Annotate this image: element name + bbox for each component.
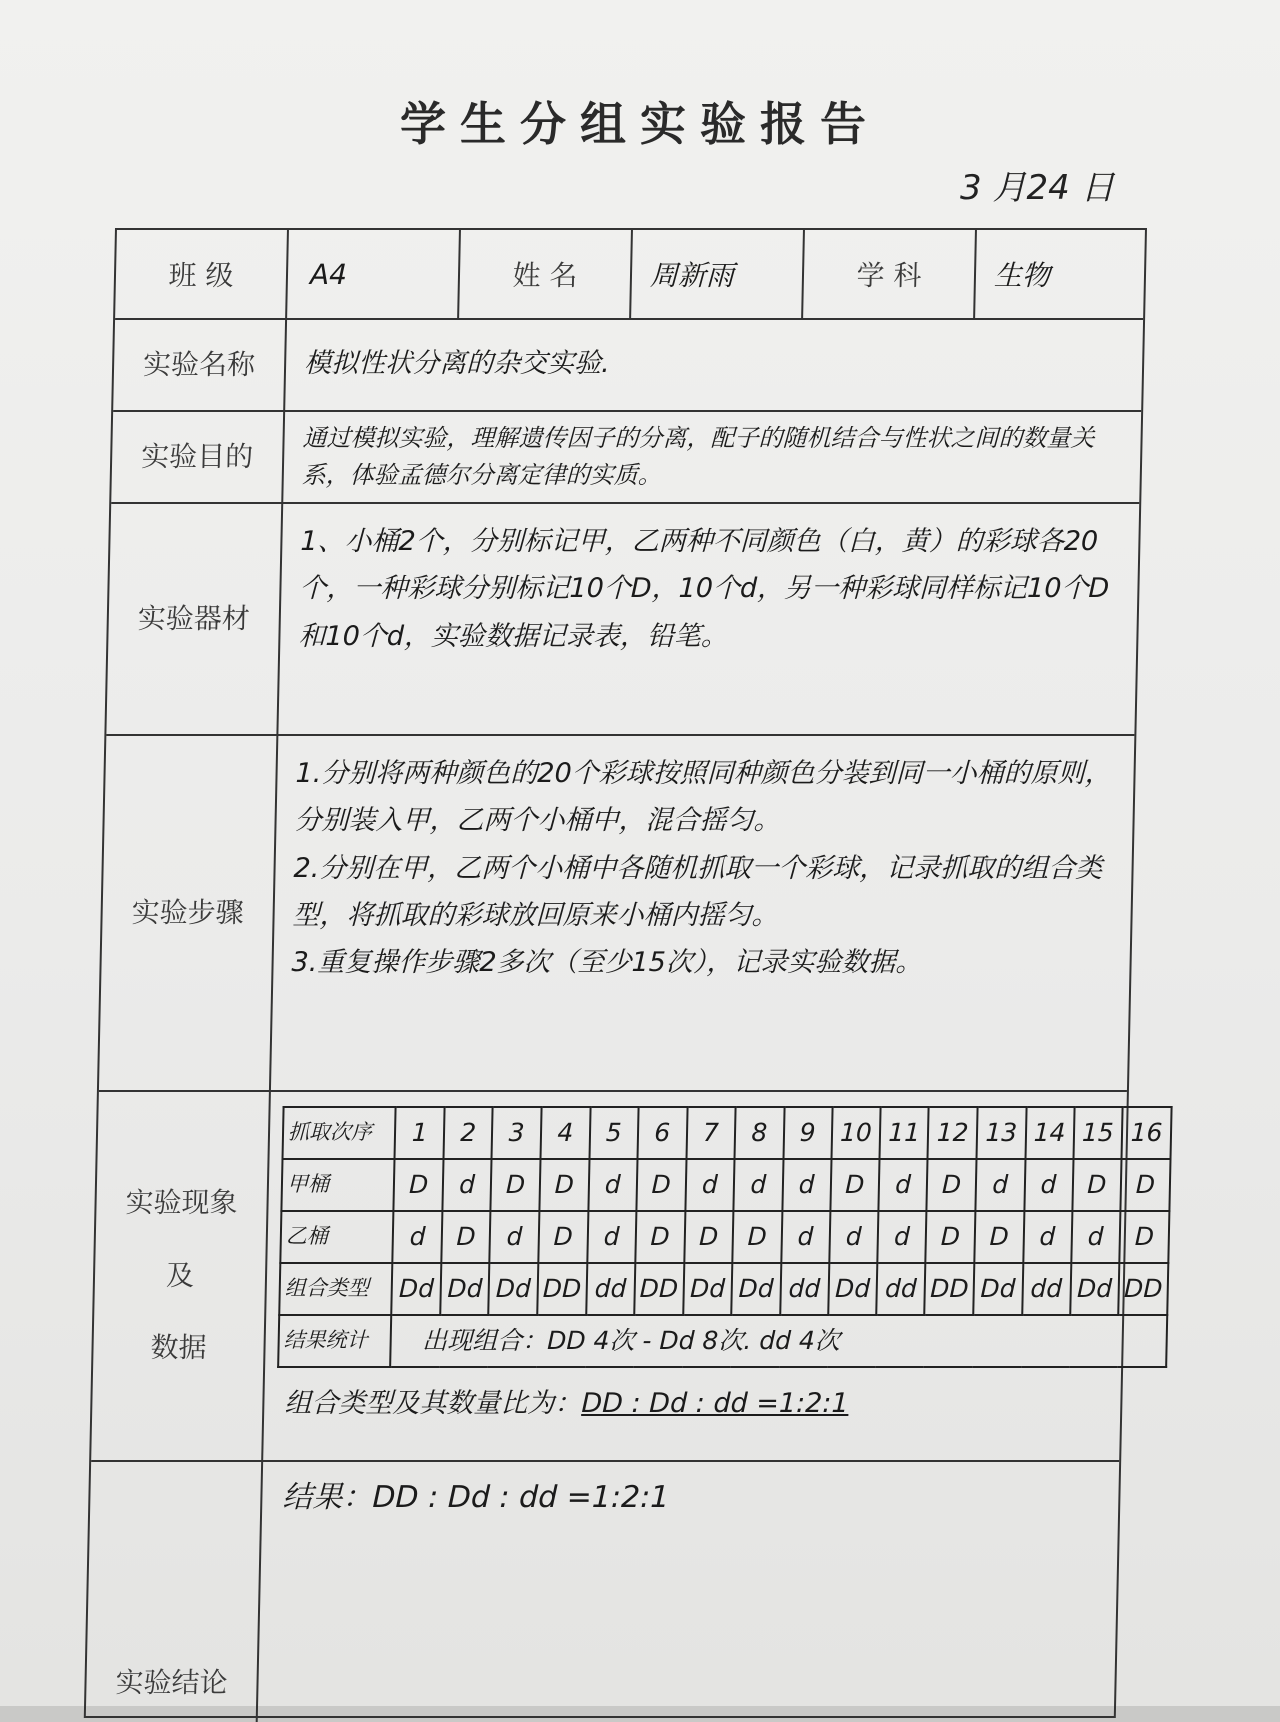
table-cell: dd [780, 1263, 829, 1315]
table-cell: 10 [831, 1107, 881, 1159]
table-cell: DD [537, 1263, 587, 1315]
table-cell: d [782, 1159, 831, 1211]
table-row [280, 1211, 1169, 1263]
step-item: 1.分别将两种颜色的20个彩球按照同种颜色分装到同一小桶的原则，分别装入甲，乙两个小桶中，混合摇匀。 [294, 758, 1113, 837]
phenomenon-label-line3: 数据 [150, 1331, 207, 1365]
table-cell: D [1119, 1211, 1169, 1263]
report-form [84, 228, 1163, 1718]
table-cell: dd [1022, 1263, 1071, 1315]
table-cell: 3 [492, 1107, 542, 1159]
table-cell: 5 [589, 1107, 638, 1159]
table-cell: D [830, 1159, 880, 1211]
steps-row [99, 736, 1134, 1092]
class-value: A4 [287, 230, 461, 318]
table-cell: 7 [686, 1107, 736, 1159]
phenomenon-label-line2: 及 [165, 1258, 195, 1292]
ratio-line [284, 1382, 849, 1425]
table-cell: d [1023, 1211, 1072, 1263]
materials-row [106, 504, 1139, 736]
table-cell: DD [1118, 1263, 1168, 1315]
table-row [278, 1315, 1167, 1367]
phenomenon-label-line1: 实验现象 [125, 1185, 238, 1219]
table-cell: Dd [828, 1263, 878, 1315]
table-cell: D [1072, 1159, 1122, 1211]
table-cell: D [441, 1211, 491, 1263]
table-cell: D [974, 1211, 1024, 1263]
table-cell: dd [876, 1263, 925, 1315]
table-cell: dd [586, 1263, 635, 1315]
table-cell: D [927, 1159, 977, 1211]
table-cell: d [393, 1211, 443, 1263]
table-cell: Dd [973, 1263, 1023, 1315]
table-cell: D [1120, 1159, 1170, 1211]
stats-value: 出现组合：DD 4次 - Dd 8次. dd 4次 [391, 1315, 1168, 1367]
conclusion-content [258, 1462, 1119, 1722]
table-cell: Dd [489, 1263, 539, 1315]
table-cell: d [877, 1211, 926, 1263]
conclusion-value: 结果：DD : Dd : dd =1:2:1 [282, 1480, 670, 1515]
name-label: 姓 名 [459, 230, 633, 318]
name-value: 周新雨 [631, 230, 805, 318]
table-cell: 11 [880, 1107, 929, 1159]
table-cell: D [539, 1159, 589, 1211]
table-cell: Dd [392, 1263, 442, 1315]
data-table [277, 1106, 1172, 1368]
table-cell: 16 [1122, 1107, 1172, 1159]
table-cell: DD [924, 1263, 974, 1315]
table-cell: d [781, 1211, 830, 1263]
table-cell: 8 [735, 1107, 785, 1159]
table-cell: d [975, 1159, 1025, 1211]
table-row [279, 1263, 1168, 1315]
phenomenon-content [263, 1092, 1163, 1460]
table-row-label: 乙桶 [280, 1211, 394, 1263]
table-cell: D [732, 1211, 782, 1263]
table-cell: d [879, 1159, 928, 1211]
step-item: 3.重复操作步骤2多次（至少15次），记录实验数据。 [291, 947, 923, 978]
table-cell: Dd [1070, 1263, 1120, 1315]
table-cell: 4 [540, 1107, 590, 1159]
steps-list [271, 736, 1134, 1090]
experiment-name-label: 实验名称 [113, 320, 287, 410]
class-label: 班 级 [115, 230, 289, 318]
materials-value: 1、小桶2个，分别标记甲，乙两种不同颜色（白，黄）的彩球各20个，一种彩球分别标记10个D，10个d，另一种彩球同样标记10个D和10个d，实验数据记录表，铅笔。 [298, 526, 1110, 652]
phenomenon-label [91, 1092, 271, 1460]
table-cell: D [684, 1211, 734, 1263]
materials-label: 实验器材 [106, 504, 283, 734]
table-header-label: 抓取次序 [282, 1107, 396, 1159]
table-cell: DD [634, 1263, 684, 1315]
table-cell: d [1024, 1159, 1073, 1211]
table-row [282, 1107, 1171, 1159]
experiment-name-value: 模拟性状分离的杂交实验. [303, 348, 611, 379]
phenomenon-row [91, 1092, 1163, 1462]
table-cell: 1 [395, 1107, 445, 1159]
subject-label: 学 科 [803, 230, 977, 318]
table-cell: D [491, 1159, 541, 1211]
conclusion-label: 实验结论 [86, 1462, 263, 1722]
step-item: 2.分别在甲，乙两个小桶中各随机抓取一个彩球，记录抓取的组合类型，将抓取的彩球放回原来小桶内摇匀。 [292, 852, 1103, 931]
table-cell: 12 [928, 1107, 978, 1159]
table-cell: D [635, 1211, 685, 1263]
table-cell: d [1071, 1211, 1121, 1263]
table-cell: Dd [683, 1263, 733, 1315]
table-cell: D [925, 1211, 975, 1263]
table-cell: d [588, 1159, 637, 1211]
table-cell: D [394, 1159, 444, 1211]
purpose-row [111, 412, 1141, 504]
info-row [115, 230, 1145, 320]
table-row-label: 甲桶 [281, 1159, 395, 1211]
experiment-name-row [113, 320, 1143, 412]
table-cell: d [442, 1159, 492, 1211]
table-cell: D [538, 1211, 588, 1263]
ratio-prefix: 组合类型及其数量比为： [284, 1388, 582, 1419]
purpose-value: 通过模拟实验，理解遗传因子的分离，配子的随机结合与性状之间的数量关系，体验孟德尔分离定律的实质。 [301, 424, 1095, 490]
table-cell: D [636, 1159, 686, 1211]
table-row-label: 组合类型 [279, 1263, 393, 1315]
report-date: 3 月24 日 [960, 168, 1115, 208]
table-cell: d [490, 1211, 540, 1263]
table-row [281, 1159, 1170, 1211]
table-cell: d [734, 1159, 784, 1211]
table-cell: 9 [783, 1107, 832, 1159]
table-cell: d [685, 1159, 735, 1211]
report-title: 学生分组实验报告 [400, 97, 880, 151]
stats-label: 结果统计 [278, 1315, 392, 1367]
table-cell: d [587, 1211, 636, 1263]
conclusion-row [86, 1462, 1119, 1722]
ratio-value: DD : Dd : dd =1:2:1 [581, 1388, 849, 1419]
purpose-label: 实验目的 [111, 412, 285, 502]
steps-label: 实验步骤 [99, 736, 278, 1090]
table-cell: 6 [637, 1107, 687, 1159]
table-cell: 14 [1025, 1107, 1074, 1159]
table-cell: 2 [443, 1107, 493, 1159]
table-cell: d [829, 1211, 879, 1263]
table-cell: 13 [977, 1107, 1027, 1159]
subject-value: 生物 [993, 259, 1051, 292]
table-cell: Dd [731, 1263, 781, 1315]
table-cell: Dd [440, 1263, 490, 1315]
table-cell: 15 [1073, 1107, 1123, 1159]
